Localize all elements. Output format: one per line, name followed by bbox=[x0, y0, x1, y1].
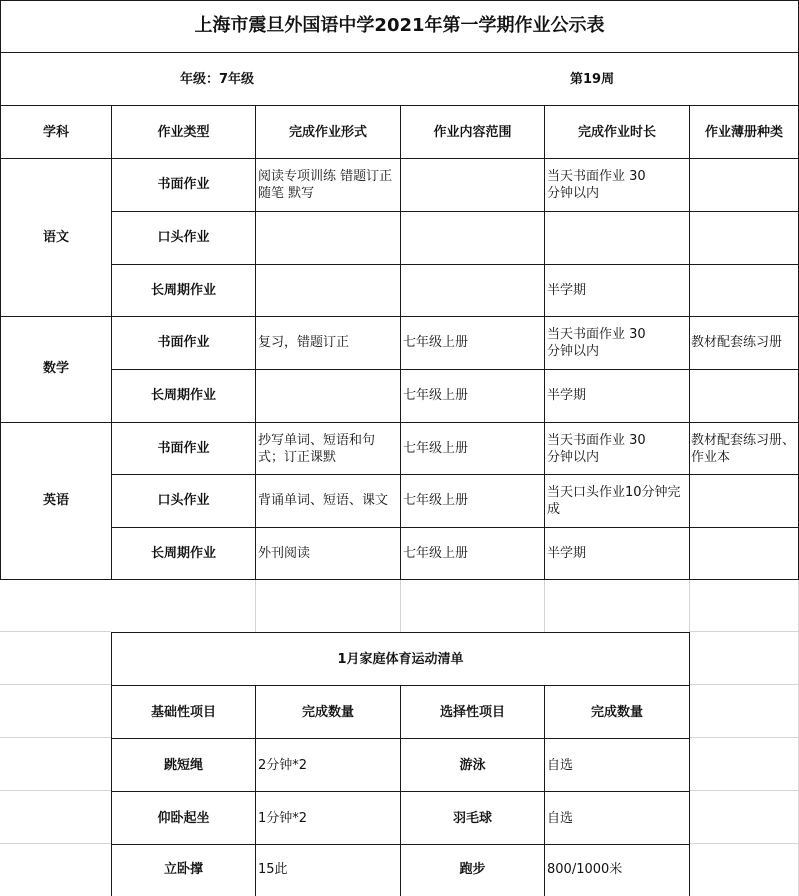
chinese-row1-type: 书面作业 bbox=[157, 177, 210, 192]
border-line bbox=[255, 105, 256, 580]
math-row1-type: 书面作业 bbox=[157, 335, 210, 350]
english-row3-form: 外刊阅读 bbox=[258, 546, 311, 561]
chinese-row1-form: 阅读专项训练 错题订正 随笔 默写 bbox=[258, 169, 393, 201]
subject-english: 英语 bbox=[42, 493, 69, 508]
border-line bbox=[0, 0, 799, 1]
gridline bbox=[689, 684, 799, 685]
english-row2-type: 口头作业 bbox=[157, 493, 210, 508]
sports-header-optional-qty: 完成数量 bbox=[590, 705, 643, 720]
border-line bbox=[0, 52, 799, 53]
english-row3-duration: 半学期 bbox=[547, 546, 587, 561]
header-scope: 作业内容范围 bbox=[433, 125, 512, 140]
english-row2-form: 背诵单词、短语、课文 bbox=[258, 493, 389, 508]
subject-chinese: 语文 bbox=[42, 230, 69, 245]
header-subject: 学科 bbox=[42, 125, 69, 140]
chinese-row3-type: 长周期作业 bbox=[150, 283, 216, 298]
sports-row3-optional: 跑步 bbox=[459, 862, 486, 877]
gridline bbox=[255, 579, 256, 632]
gridline bbox=[689, 843, 799, 844]
sports-row3-basic-qty: 15此 bbox=[258, 862, 288, 877]
border-line bbox=[111, 264, 799, 265]
border-line bbox=[111, 474, 799, 475]
header-books: 作业薄册种类 bbox=[704, 125, 783, 140]
gridline bbox=[0, 843, 111, 844]
sports-row2-basic: 仰卧起坐 bbox=[157, 811, 210, 826]
english-row2-duration: 当天口头作业10分钟完成 bbox=[547, 485, 681, 517]
gridline bbox=[0, 790, 111, 791]
math-row2-duration: 半学期 bbox=[547, 388, 587, 403]
sports-row1-basic-qty: 2分钟*2 bbox=[258, 758, 308, 773]
sports-row1-optional-qty: 自选 bbox=[547, 758, 574, 773]
english-row1-type: 书面作业 bbox=[157, 441, 210, 456]
border-line bbox=[111, 369, 799, 370]
border-line bbox=[111, 632, 690, 633]
english-row1-form: 抄写单词、短语和句式；订正课默 bbox=[258, 433, 376, 465]
english-row1-books: 教材配套练习册、作业本 bbox=[691, 433, 796, 465]
sports-row3-basic: 立卧撑 bbox=[163, 862, 203, 877]
gridline bbox=[0, 684, 111, 685]
math-row1-form: 复习，错题订正 bbox=[258, 335, 350, 350]
english-row2-scope: 七年级上册 bbox=[403, 493, 469, 508]
sports-row1-basic: 跳短绳 bbox=[163, 758, 203, 773]
gridline bbox=[689, 790, 799, 791]
sports-header-basic-qty: 完成数量 bbox=[301, 705, 354, 720]
math-row1-books: 教材配套练习册 bbox=[691, 335, 783, 350]
english-row1-duration: 当天书面作业 30分钟以内 bbox=[547, 433, 646, 465]
page-title: 上海市震旦外国语中学2021年第一学期作业公示表 bbox=[194, 15, 605, 36]
sports-header-basic: 基础性项目 bbox=[150, 705, 216, 720]
border-line bbox=[111, 211, 799, 212]
math-row1-duration: 当天书面作业 30分钟以内 bbox=[547, 327, 646, 359]
border-line bbox=[689, 105, 690, 580]
week-label: 第19周 bbox=[570, 72, 615, 87]
gridline bbox=[0, 631, 111, 632]
sports-title: 1月家庭体育运动清单 bbox=[337, 652, 464, 667]
border-line bbox=[689, 632, 690, 896]
sports-row2-optional-qty: 自选 bbox=[547, 811, 574, 826]
gridline bbox=[400, 579, 401, 632]
gridline bbox=[0, 737, 111, 738]
math-row2-scope: 七年级上册 bbox=[403, 388, 469, 403]
header-form: 完成作业形式 bbox=[288, 125, 367, 140]
chinese-row3-duration: 半学期 bbox=[547, 283, 587, 298]
english-row3-scope: 七年级上册 bbox=[403, 546, 469, 561]
grade-label: 年级：7年级 bbox=[180, 72, 255, 87]
sports-row2-basic-qty: 1分钟*2 bbox=[258, 811, 308, 826]
sports-header-optional: 选择性项目 bbox=[439, 705, 505, 720]
chinese-row1-duration: 当天书面作业 30分钟以内 bbox=[547, 169, 646, 201]
border-line bbox=[400, 105, 401, 580]
english-row3-type: 长周期作业 bbox=[150, 546, 216, 561]
header-duration: 完成作业时长 bbox=[577, 125, 656, 140]
sports-row3-optional-qty: 800/1000米 bbox=[547, 862, 623, 877]
border-line bbox=[111, 527, 799, 528]
header-type: 作业类型 bbox=[157, 125, 210, 140]
english-row1-scope: 七年级上册 bbox=[403, 441, 469, 456]
sports-row2-optional: 羽毛球 bbox=[452, 811, 492, 826]
border-line bbox=[544, 105, 545, 580]
sports-row1-optional: 游泳 bbox=[459, 758, 486, 773]
chinese-row2-type: 口头作业 bbox=[157, 230, 210, 245]
gridline bbox=[544, 579, 545, 632]
math-row1-scope: 七年级上册 bbox=[403, 335, 469, 350]
math-row2-type: 长周期作业 bbox=[150, 388, 216, 403]
gridline bbox=[689, 579, 690, 632]
gridline bbox=[689, 737, 799, 738]
gridline bbox=[689, 631, 799, 632]
subject-math: 数学 bbox=[42, 361, 69, 376]
